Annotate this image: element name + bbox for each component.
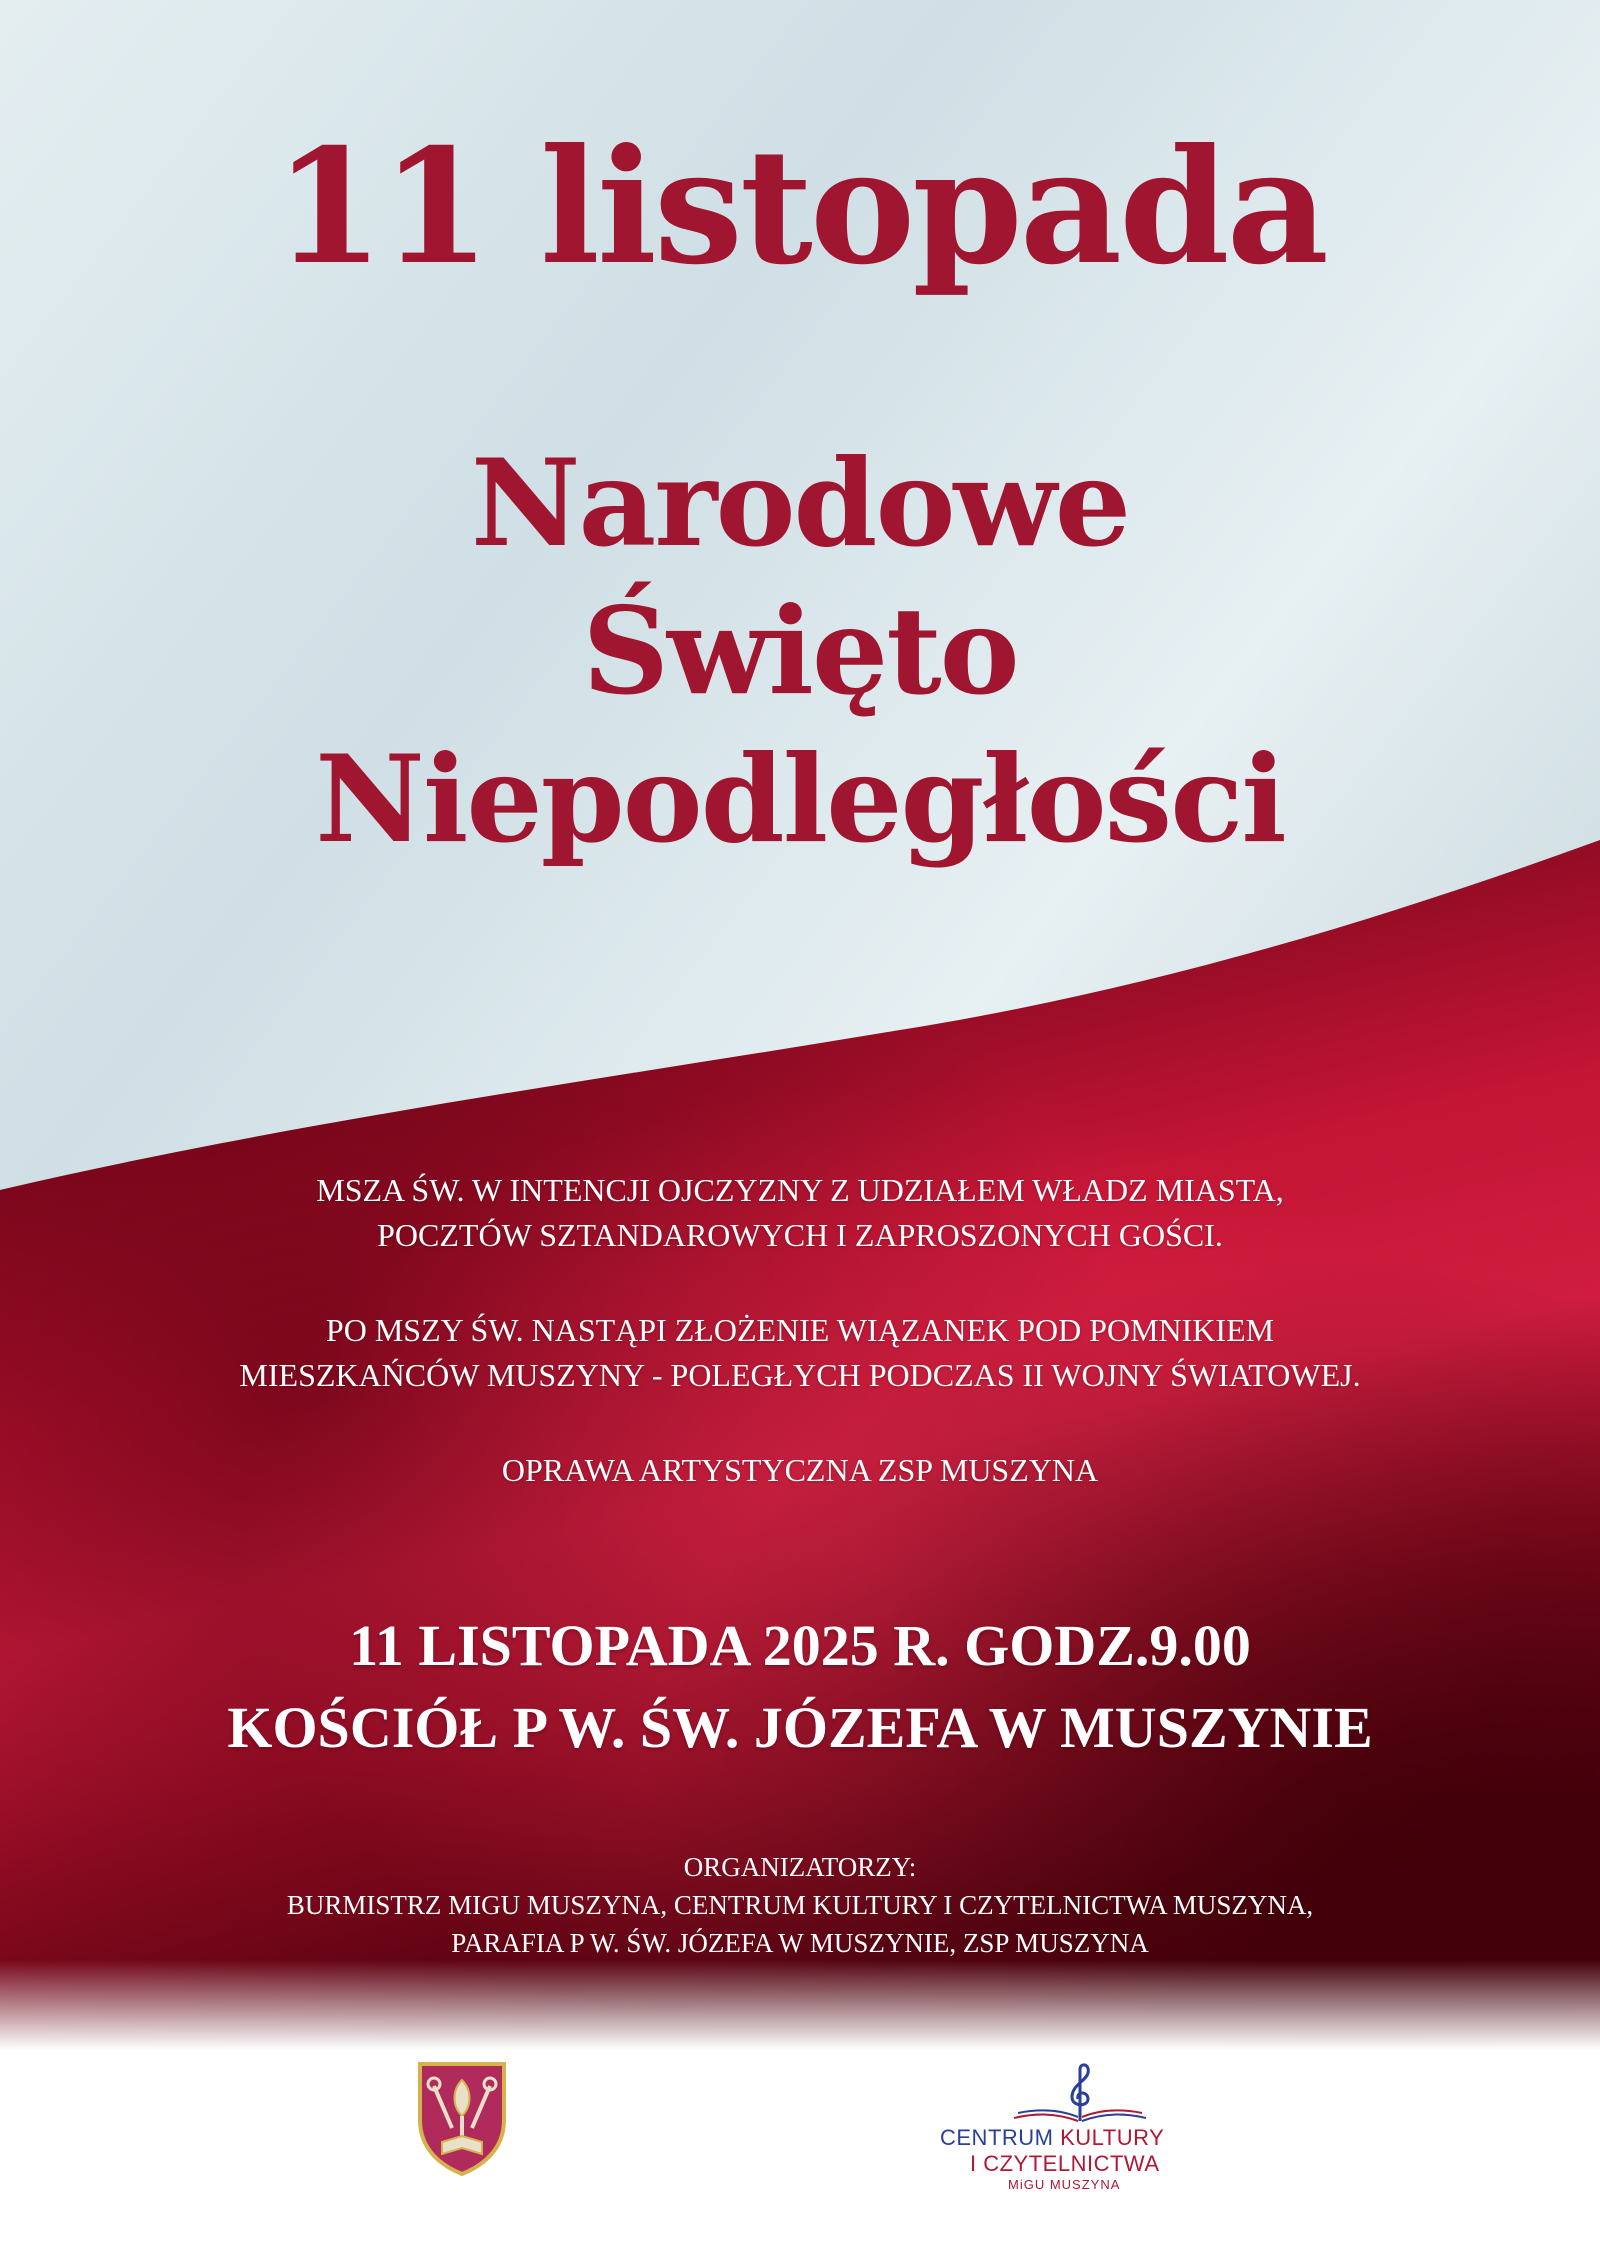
holiday-line-2: Święto (582, 581, 1018, 722)
event-place: KOŚCIÓŁ P W. ŚW. JÓZEFA W MUSZYNIE (227, 1695, 1373, 1760)
artistic-paragraph (0, 1448, 1600, 1493)
wreath-line-1: PO MSZY ŚW. NASTĄPI ZŁOŻENIE WIĄZANEK POD POMNIKIEM (325, 1312, 1275, 1348)
music-book-icon (930, 2055, 1230, 2125)
organizers-line-2: PARAFIA P W. ŚW. JÓZEFA W MUSZYNIE, ZSP MUSZYNA (451, 1928, 1149, 1958)
event-datetime: 11 LISTOPADA 2025 R. GODZ.9.00 (349, 1613, 1251, 1678)
organizers (0, 1848, 1600, 1962)
ckic-word-kultury: KULTURY (1060, 2125, 1165, 2150)
wreath-paragraph (0, 1308, 1600, 1398)
mass-paragraph (0, 1168, 1600, 1258)
ckic-logo (930, 2055, 1230, 2192)
artistic-line: OPRAWA ARTYSTYCZNA ZSP MUSZYNA (501, 1452, 1099, 1488)
holiday-line-3: Niepodległości (315, 729, 1285, 870)
ckic-logo-line-3: MiGU MUSZYNA (1008, 2177, 1121, 2192)
event-description (0, 1168, 1600, 1543)
wreath-line-2: MIESZKAŃCÓW MUSZYNY - POLEGŁYCH PODCZAS II WOJNY ŚWIATOWEJ. (239, 1357, 1361, 1393)
holiday-title (0, 430, 1600, 874)
mass-line-1: MSZA ŚW. W INTENCJI OJCZYZNY Z UDZIAŁEM WŁADZ MIASTA, (316, 1172, 1284, 1208)
holiday-line-1: Narodowe (470, 433, 1130, 574)
event-details (0, 1605, 1600, 1769)
organizers-line-1: BURMISTRZ MIGU MUSZYNA, CENTRUM KULTURY I CZYTELNICTWA MUSZYNA, (286, 1890, 1314, 1920)
organizers-heading: ORGANIZATORZY: (683, 1852, 917, 1882)
date-title: 11 listopada (274, 115, 1326, 300)
muszyna-coat-of-arms-icon (412, 2058, 512, 2178)
ckic-logo-line-2: I CZYTELNICTWA (970, 2151, 1160, 2176)
ckic-word-centrum: CENTRUM (940, 2125, 1054, 2150)
mass-line-2: POCZTÓW SZTANDAROWYCH I ZAPROSZONYCH GOŚCI. (377, 1217, 1223, 1253)
ckic-logo-line-1 (940, 2125, 1164, 2151)
